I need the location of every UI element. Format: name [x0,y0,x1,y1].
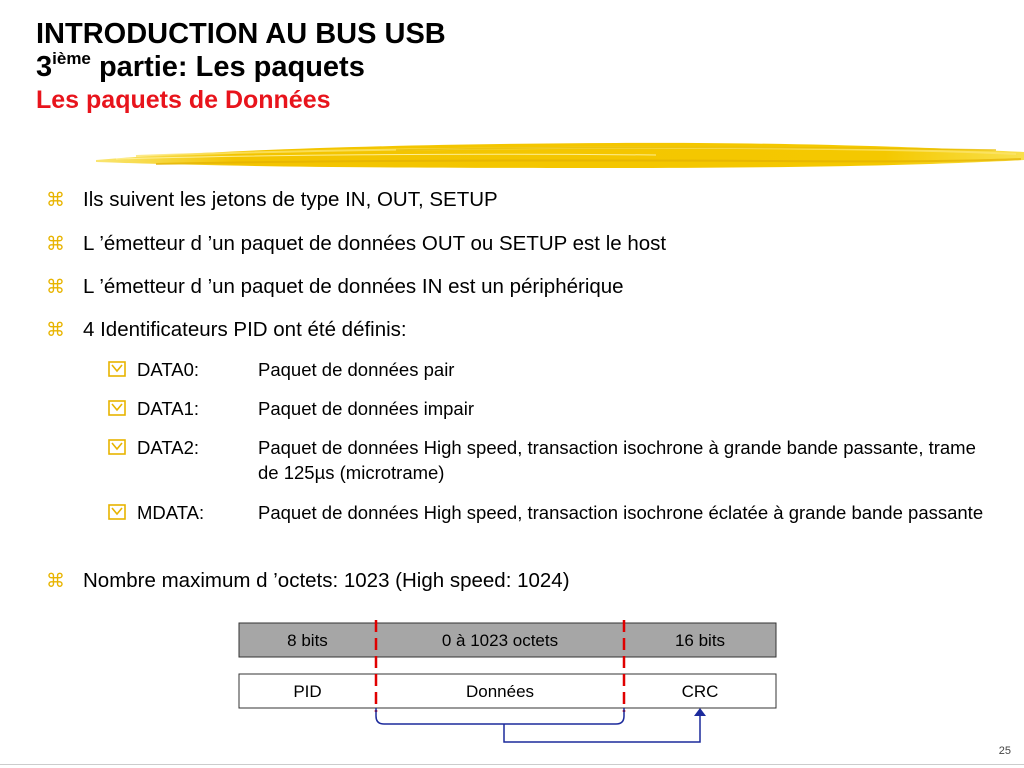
size-data: 0 à 1023 octets [441,631,559,650]
title-main: INTRODUCTION AU BUS USB [36,18,446,50]
bullet-text: L ’émetteur d ’un paquet de données OUT ou SETUP est le host [83,232,667,255]
bullet-icon: ⌘ [46,234,65,255]
pid-term: MDATA: [137,502,205,523]
size-crc: 16 bits [674,631,726,650]
pid-definition: Paquet de données High speed, transaction isochrone éclatée à grande bande passante [258,502,984,523]
pid-term: DATA1: [137,398,200,419]
bullet-text: L ’émetteur d ’un paquet de données IN est un périphérique [83,275,624,298]
bullet-text: 4 Identificateurs PID ont été définis: [83,318,407,341]
pid-term: DATA2: [137,437,200,458]
title-subtitle: Les paquets de Données [36,86,331,114]
pid-definition: Paquet de données impair [258,398,474,419]
title-part-text: partie: Les paquets [90,51,365,83]
pid-definition: Paquet de données pair [258,359,455,380]
title-part-number: 3 [36,51,53,83]
size-pid: 8 bits [287,631,328,650]
field-crc: CRC [681,682,719,701]
bullet-icon: ⌘ [46,277,65,298]
title-part-superscript: ième [52,49,91,68]
bullet-text: Ils suivent les jetons de type IN, OUT, SETUP [83,188,498,211]
bullet-icon: ⌘ [46,190,65,211]
pid-definition: Paquet de données High speed, transaction isochrone à grande bande passante, trame de 125µs (microtrame) [258,437,976,483]
bullet-icon: ⌘ [46,571,65,592]
bullet-icon: ⌘ [46,320,65,341]
bullet-text: Nombre maximum d ’octets: 1023 (High speed: 1024) [83,569,570,592]
pid-term: DATA0: [137,359,200,380]
page-number: 25 [998,745,1011,757]
arrow-head-icon [694,708,706,716]
field-data: Données [465,682,535,701]
field-pid: PID [293,682,322,701]
footer-divider [0,764,1024,765]
crc-coverage-bracket [376,708,624,724]
crc-arrow [504,714,700,742]
